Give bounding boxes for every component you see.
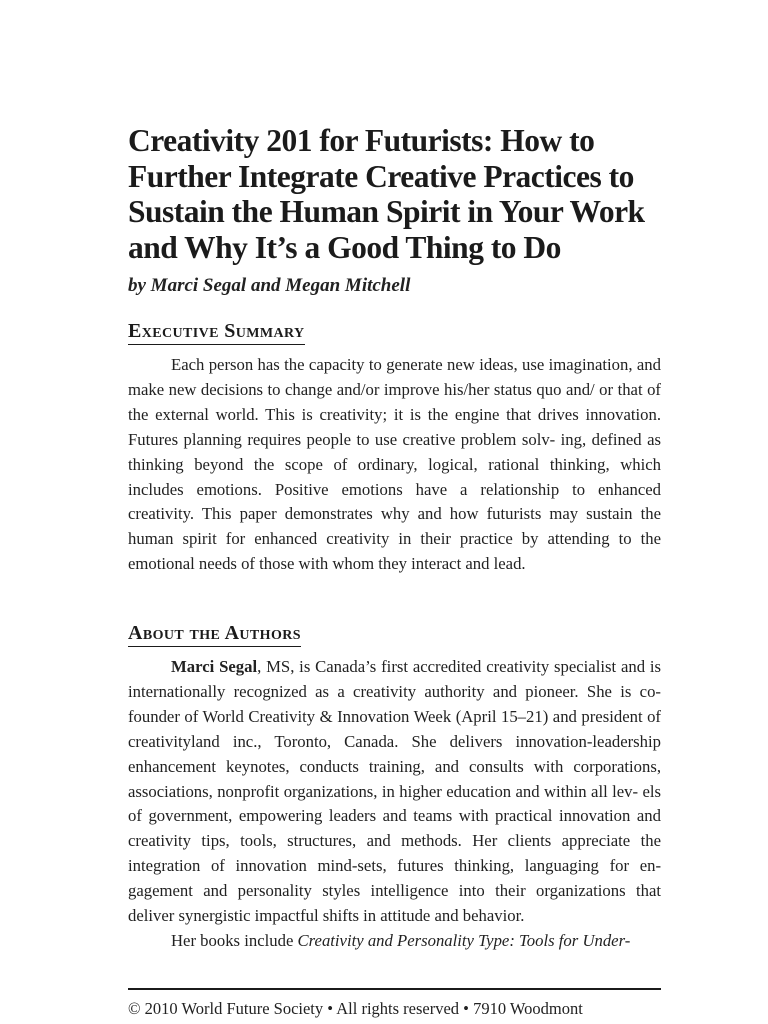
footer-divider [128,988,661,990]
books-lead-text: Her books include [171,931,298,950]
book-title: Creativity and Personality Type: Tools for Under- [297,931,631,950]
author-bio-paragraph [128,655,661,929]
books-paragraph [128,929,661,954]
about-authors-heading: About the Authors [128,622,301,647]
executive-summary-heading: Executive Summary [128,320,305,345]
copyright-footer: © 2010 World Future Society • All rights reserved • 7910 Woodmont [128,999,583,1018]
executive-summary-paragraph: Each person has the capacity to generate new ideas, use imagination, and make new decisions to change and/or improve his/her status quo and/ or that of the external world. This is creativity; it is the engine that drives innovation. Futures planning requires people to use creative problem solv- ing, defined as thinking beyond the scope of ordinary, logical, rational thinking, which includes emotions. Positive emotions have a relationship to enhanced creativity. This paper demonstrates why and how futurists may sustain the human spirit for enhanced creativity in their practice by attending to the emotional needs of those with whom they interact and lead. [128,355,661,574]
author-bio-text: , MS, is Canada’s first accredited creativity specialist and is internationally recognized as a creativity authority and pioneer. She is co- founder of World Creativity & Innovation Week (April 15–21) and president of creativityland inc., Toronto, Canada. She delivers innovation-leadership enhancement keynotes, conducts training, and consults with corporations, associations, nonprofit organizations, in higher education and within all lev- els of government, empowering leaders and teams with practical innovation and creativity tips, tools, structures, and methods. Her clients appreciate the integration of innovation mind-sets, futures thinking, languaging for en- gagement and personality styles intelligence into their organizations that deliver synergistic impactful shifts in attitude and behavior. [128,657,661,926]
author-byline: by Marci Segal and Megan Mitchell [128,275,411,296]
document-page [128,0,661,1024]
author-name: Marci Segal [171,657,258,676]
paper-title: Creativity 201 for Futurists: How to Further Integrate Creative Practices to Sustain the Human Spirit in Your Work and Why It’s a Good Thing to Do [128,123,645,265]
